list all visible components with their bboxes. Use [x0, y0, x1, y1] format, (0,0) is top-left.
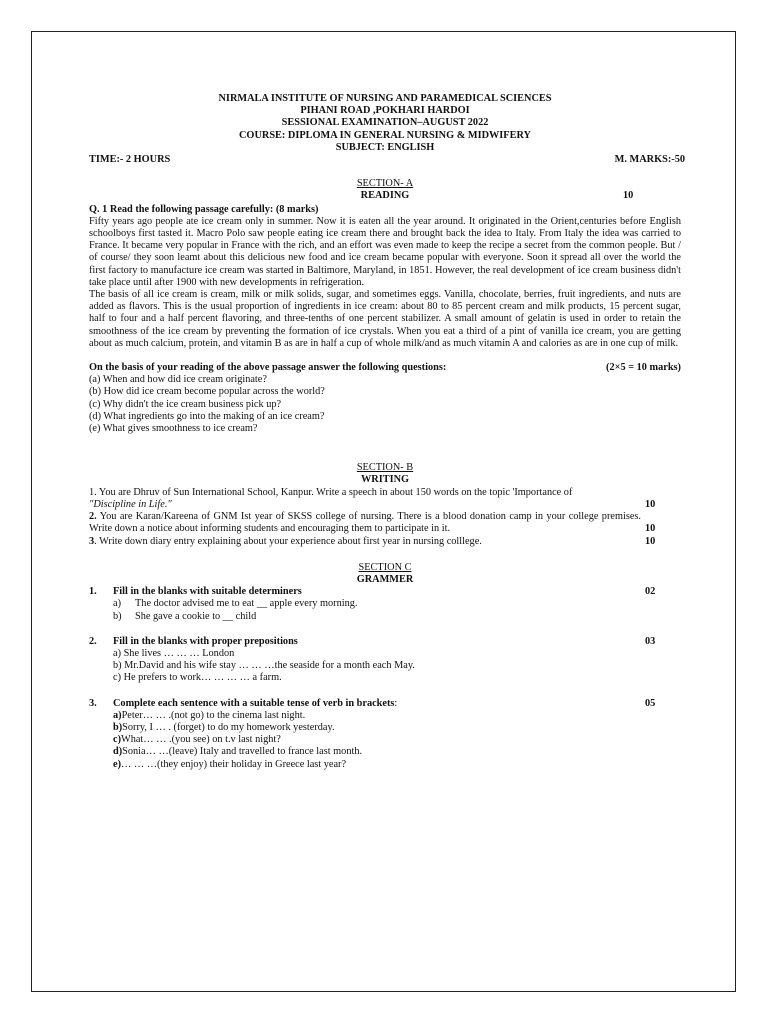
section-a-subtitle: READING — [360, 190, 410, 202]
questions-heading-row — [89, 362, 681, 374]
section-b — [89, 462, 681, 547]
item-text: She gave a cookie to __ child — [135, 610, 257, 622]
item-label: b) — [113, 721, 123, 733]
grammar-question-2-heading: Fill in the blanks with proper prepositions — [113, 635, 298, 647]
q1-heading: Q. 1 Read the following passage carefully: (8 marks) — [89, 203, 319, 215]
grammar-question-1-marks: 02 — [645, 586, 656, 598]
section-b-subtitle: WRITING — [360, 474, 410, 486]
writing-question-2-marks: 10 — [645, 523, 656, 535]
writing-question-1-marks: 10 — [645, 498, 656, 510]
grammar-question-3-number: 3. — [89, 697, 97, 709]
section-a-title: SECTION- A — [356, 178, 414, 190]
passage-paragraph-1: Fifty years ago people ate ice cream only in summer. Now it is eaten all the year around. It originated in the Orient,centuries before English schoolboys first tasted it. Macro Polo saw people eating ice cream there and brought back the idea to Italy. From Italy the idea was carried to France. It became very popular in France with the rich, and an effort was even made to keep the recipe a secret from the common people. But / of course/ they soon leamt about this delicious new food and ice cream became popular with everyone. Soon it spread all over the world the first factory to manufacture ice cream was started in Baltimore, Maryland, in 1851. However, the real development of ice cream business didn't take place until after 1900 with new developments in refrigeration. — [89, 215, 681, 288]
grammar-question-2 — [89, 636, 681, 685]
question-list — [89, 374, 681, 435]
section-c-title: SECTION C — [358, 561, 412, 573]
section-a-marks: 10 — [623, 190, 634, 202]
grammar-question-2-heading-row — [89, 636, 681, 648]
speech-topic: "Discipline in Life." — [89, 498, 172, 510]
institute-address: PIHANI ROAD ,POKHARI HARDOI — [300, 105, 470, 117]
grammar-question-1-heading-row — [89, 586, 681, 598]
list-item — [89, 598, 681, 610]
questions-marks: (2×5 = 10 marks) — [606, 362, 681, 374]
list-item — [89, 746, 681, 758]
list-item: a) She lives … … … London — [113, 647, 235, 659]
item-text: The doctor advised me to eat __ apple every morning. — [135, 598, 358, 610]
section-a — [89, 178, 681, 435]
item-label: a) — [113, 709, 122, 721]
grammar-question-1 — [89, 586, 681, 623]
institute-name: NIRMALA INSTITUTE OF NURSING AND PARAMEDICAL SCIENCES — [218, 93, 552, 104]
item-text: Sorry, I … . (forget) to do my homework yesterday. — [122, 721, 335, 733]
maximum-marks: M. MARKS:-50 — [614, 154, 685, 166]
time-marks-row — [89, 154, 685, 166]
writing-question-3-marks: 10 — [645, 535, 656, 547]
list-item — [89, 722, 681, 734]
writing-question-1-row — [89, 499, 681, 511]
item-label: d) — [113, 746, 123, 758]
course-name: COURSE: DIPLOMA IN GENERAL NURSING & MIDWIFERY — [239, 129, 531, 141]
section-b-title: SECTION- B — [356, 462, 414, 474]
list-item — [89, 710, 681, 722]
question-item: (b) How did ice cream become popular across the world? — [89, 386, 325, 398]
item-label: c) — [113, 734, 121, 746]
list-item: c) He prefers to work… … … … a farm. — [113, 672, 282, 684]
exam-paper — [89, 93, 685, 771]
writing-question-3-text: . Write down diary entry explaining about your experience about first year in nursing colllege. — [94, 535, 482, 547]
item-label: b) — [113, 610, 122, 622]
writing-question-2-text: You are Karan/Kareena of GNM Ist year of SKSS college of nursing. There is a blood donation camp in your college premises. Write down a notice about informing students and encouraging them to participate in it. — [89, 511, 641, 535]
writing-question-1-text: 1. You are Dhruv of Sun International School, Kanpur. Write a speech in about 150 words on the topic 'Importance of — [89, 486, 573, 498]
list-item: b) Mr.David and his wife stay … … …the seaside for a month each May. — [113, 660, 415, 672]
writing-question-3-number: 3 — [89, 535, 95, 547]
grammar-question-3-colon: : — [394, 697, 398, 709]
exam-header — [89, 93, 685, 166]
list-item — [89, 611, 681, 623]
exam-title: SESSIONAL EXAMINATION–AUGUST 2022 — [281, 117, 489, 129]
list-item — [89, 759, 681, 771]
writing-question-2 — [89, 511, 681, 535]
question-item: (a) When and how did ice cream originate? — [89, 374, 267, 386]
item-text: Sonia… …(leave) Italy and travelled to france last month. — [122, 746, 363, 758]
list-item — [89, 734, 681, 746]
item-text: Peter… … .(not go) to the cinema last night. — [121, 709, 306, 721]
grammar-question-1-heading: Fill in the blanks with suitable determiners — [113, 586, 302, 598]
question-item: (d) What ingredients go into the making of an ice cream? — [89, 410, 325, 422]
grammar-question-3-heading-row — [89, 698, 681, 710]
item-text: … … …(they enjoy) their holiday in Greece last year? — [121, 758, 347, 770]
section-c — [89, 562, 681, 771]
grammar-question-2-number: 2. — [89, 635, 97, 647]
grammar-question-1-number: 1. — [89, 586, 97, 598]
item-text: What… … .(you see) on t.v last night? — [121, 734, 281, 746]
time-allowed: TIME:- 2 HOURS — [89, 154, 171, 166]
question-item: (c) Why didn't the ice cream business pick up? — [89, 398, 282, 410]
subject-name: SUBJECT: ENGLISH — [335, 141, 435, 153]
grammar-question-2-marks: 03 — [645, 635, 656, 647]
passage-paragraph-2: The basis of all ice cream is cream, milk or milk solids, sugar, and sometimes eggs. Vanilla, chocolate, berries, fruit ingredients, and nuts are added as flavors. This is the usual proportion of ingredients in ice cream: about 80 to 85 percent cream and milk products, 15 percent sugar, half to four and a half percent flavoring, and three-tenths of one percent stabilizer. A small amount of gelatin is used in order to retain the smoothness of the ice cream by preventing the formation of ice crystals. When you eat a third of a pint of vanilla ice cream, you are getting about as much calcium, protein, and vitamin B as are in half a cup of whole milk/and as much vitamin A and calories as are in one cup of milk. — [89, 289, 681, 349]
writing-question-2-number: 2. — [89, 511, 97, 523]
section-a-subtitle-row — [89, 190, 681, 202]
grammar-question-3-heading: Complete each sentence with a suitable tense of verb in brackets — [113, 697, 395, 709]
item-label: e) — [113, 758, 121, 770]
writing-question-1 — [89, 487, 681, 511]
grammar-question-3-marks: 05 — [645, 697, 656, 709]
question-item: (e) What gives smoothness to ice cream? — [89, 423, 258, 435]
item-label: a) — [113, 598, 121, 610]
writing-question-3 — [89, 536, 681, 548]
section-c-subtitle: GRAMMER — [356, 573, 414, 585]
grammar-question-3 — [89, 698, 681, 771]
questions-heading: On the basis of your reading of the above passage answer the following questions: — [89, 362, 447, 374]
